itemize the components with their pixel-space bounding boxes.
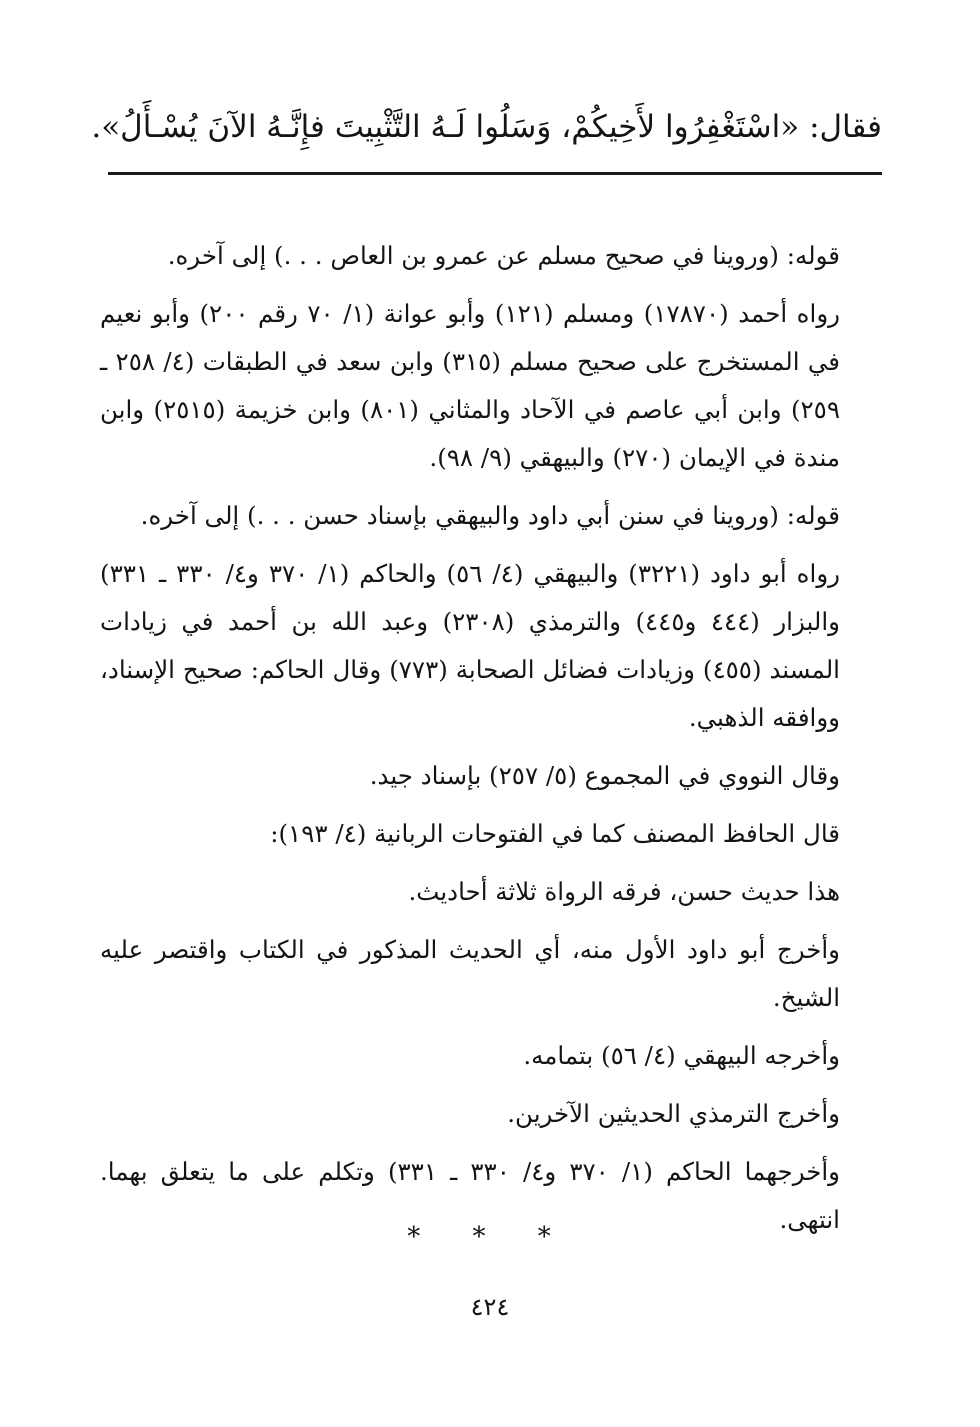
paragraph-4: رواه أبو داود (٣٢٢١) والبيهقي (٤/ ٥٦) والحاكم (١/ ٣٧٠ و٤/ ٣٣٠ ـ ٣٣١) والبزار (٤٤٤ و٤٤٥) والترمذي (٢٣٠٨) وعبد الله بن أحمد في زيادات المسند (٤٥٥) وزيادات فضائل الصحابة (٧٧٣) وقال الحاكم: صحيح الإسناد، ووافقه الذهبي. (100, 559, 840, 732)
paragraph-9: وأخرجه البيهقي (٤/ ٥٦) بتمامه. (523, 1041, 840, 1070)
paragraph-10: وأخرج الترمذي الحديثين الآخرين. (507, 1099, 840, 1128)
header-quote: فقال: «اسْتَغْفِرُوا لأَخِيكُمْ، وَسَلُوا لَـهُ التَّثْبِيتَ فإِنَّـهُ الآنَ يُسْـأَلُ». (91, 109, 882, 145)
header-rule (108, 172, 882, 175)
paragraph-3: قوله: (وروينا في سنن أبي داود والبيهقي بإسناد حسن . . .) إلى آخره. (140, 501, 840, 530)
paragraph-7: هذا حديث حسن، فرقه الرواة ثلاثة أحاديث. (408, 877, 840, 906)
page-number: ٤٢٤ (470, 1293, 510, 1321)
paragraph-8: وأخرج أبو داود الأول منه، أي الحديث المذكور في الكتاب واقتصر عليه الشيخ. (100, 935, 840, 1012)
paragraph-5: وقال النووي في المجموع (٥/ ٢٥٧) بإسناد جيد. (369, 761, 840, 790)
paragraph-1: قوله: (وروينا في صحيح مسلم عن عمرو بن العاص . . .) إلى آخره. (167, 241, 840, 270)
paragraph-2: رواه أحمد (١٧٨٧٠) ومسلم (١٢١) وأبو عوانة (١/ ٧٠ رقم ٢٠٠) وأبو نعيم في المستخرج على صحيح مسلم (٣١٥) وابن سعد في الطبقات (٤/ ٢٥٨ ـ ٢٥٩) وابن أبي عاصم في الآحاد والمثاني (٨٠١) وابن خزيمة (٢٥١٥) وابن مندة في الإيمان (٢٧٠) والبيهقي (٩/ ٩٨). (100, 299, 840, 472)
section-divider: * * * (407, 1222, 573, 1252)
paragraph-6: قال الحافظ المصنف كما في الفتوحات الربانية (٤/ ١٩٣): (270, 819, 840, 848)
commentary-body (100, 232, 882, 1254)
paragraph-11: وأخرجهما الحاكم (١/ ٣٧٠ و٤/ ٣٣٠ ـ ٣٣١) وتكلم على ما يتعلق بهما. انتهى. (100, 1157, 840, 1234)
